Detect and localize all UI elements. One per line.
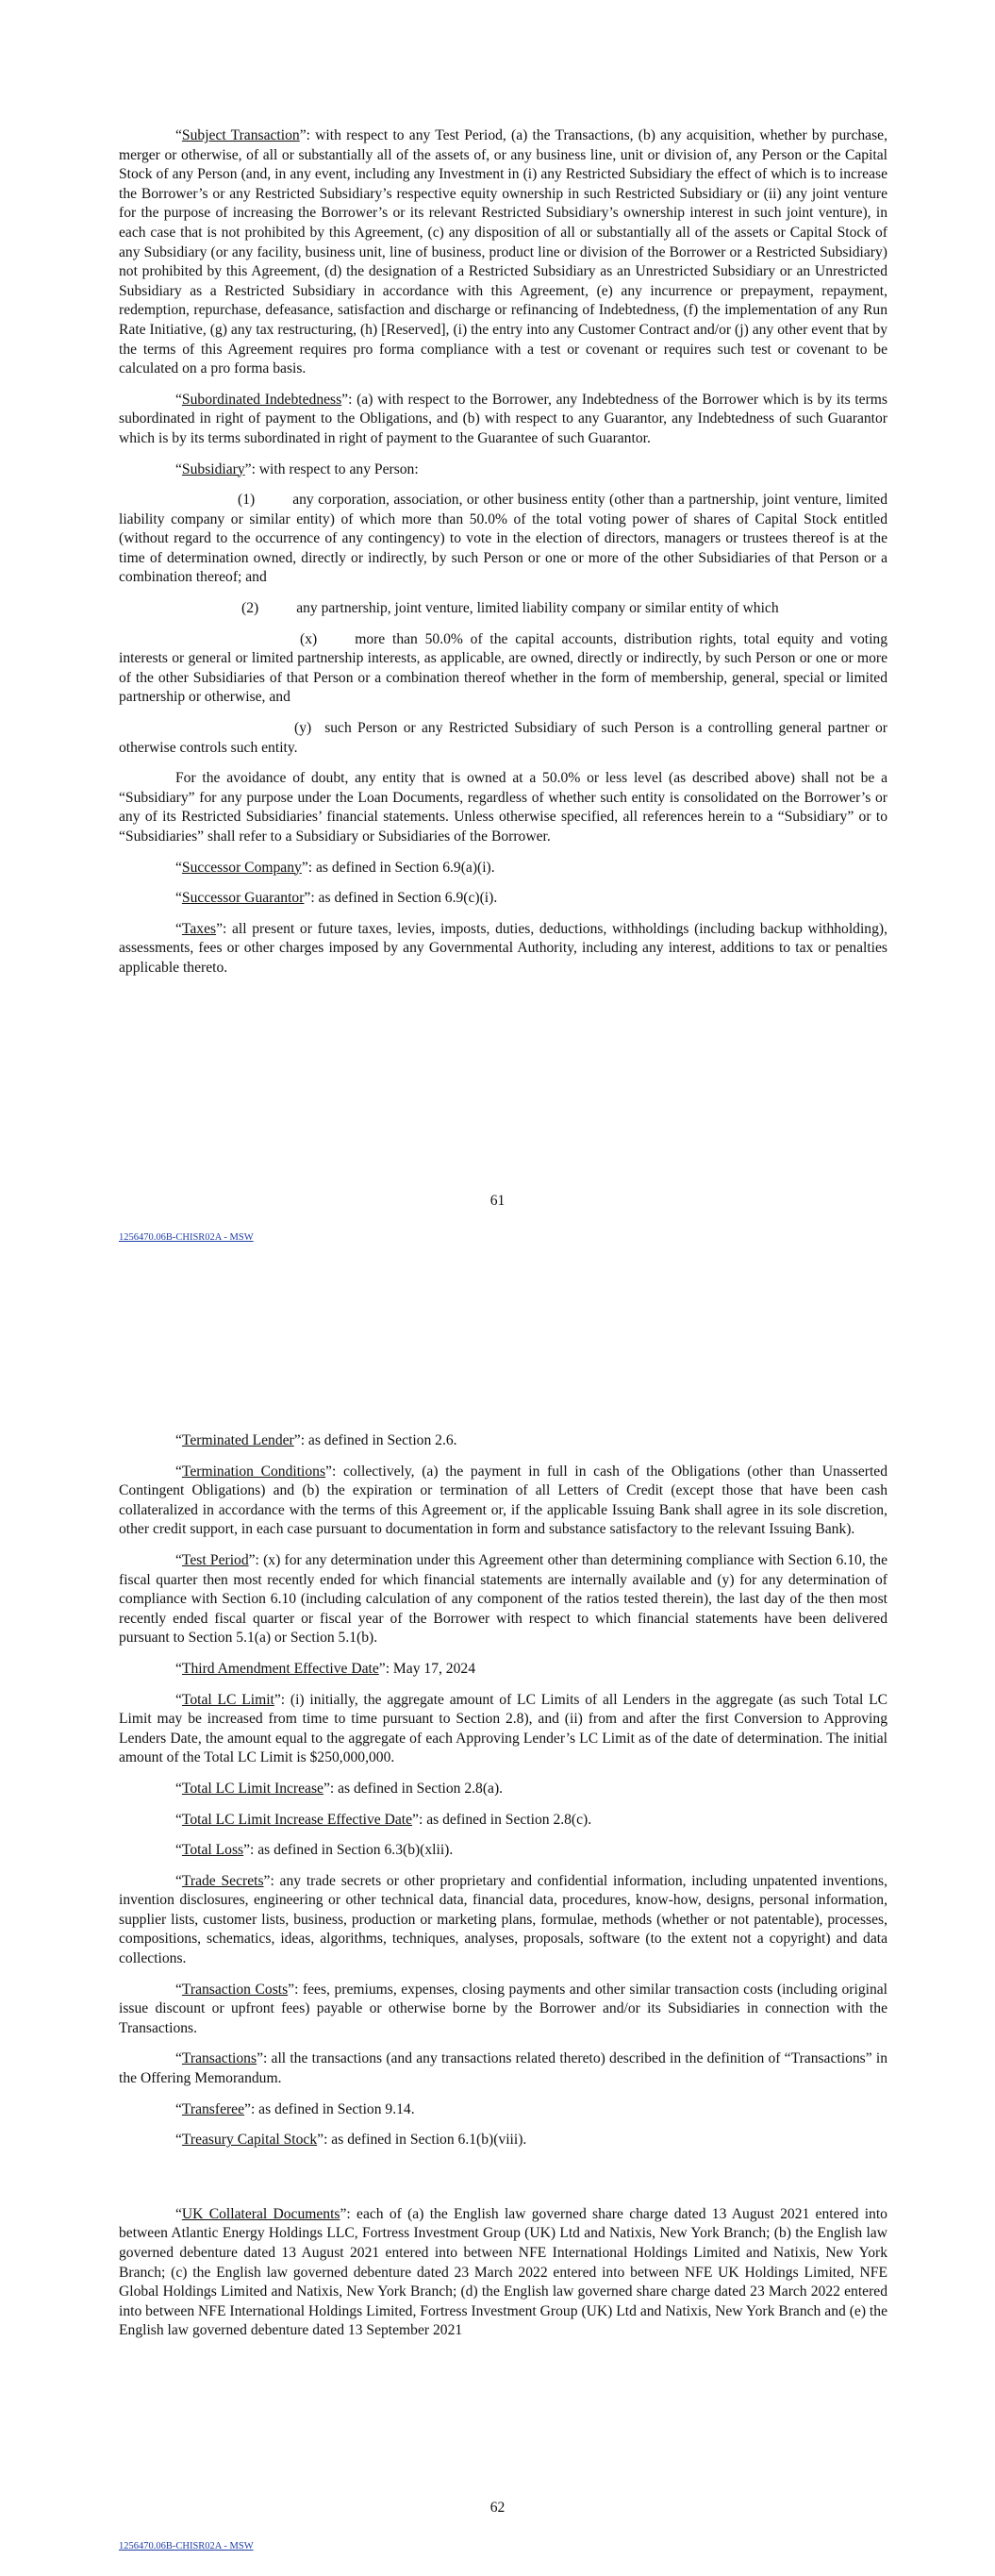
clause-text: more than 50.0% of the capital accounts, distribution rights, total equity and voting interests or general or limited partnership interests, as applicable, are owned, directly or indirectly, by such Person or one or more of the other Subsidiaries of that Person or a combination thereof whether in the form of membership, general, special or limited partnership or otherwise, and (119, 630, 887, 706)
subsidiary-clause-2 (119, 599, 887, 619)
definition-text: : all the transactions (and any transactions related thereto) described in the definition of “Transactions” in the Offering Memorandum. (119, 2050, 887, 2087)
clause-text: any partnership, joint venture, limited liability company or similar entity of which (296, 600, 779, 617)
definition-text: : as defined in Section 6.1(b)(viii). (323, 2132, 527, 2149)
avoidance-of-doubt: For the avoidance of doubt, any entity that is owned at a 50.0% or less level (as described above) shall not be a “Subsidiary” for any purpose under the Loan Documents, regardless of whether such entity is consolidated on the Borrower’s or any of its Restricted Subsidiaries’ financial statements. Unless otherwise specified, all references herein to a “Subsidiary” or to “Subsidiaries” shall refer to a Subsidiary or Subsidiaries of the Borrower. (119, 770, 887, 845)
definition-third-amendment-effective-date: “Third Amendment Effective Date”: May 17, 2024 (175, 1660, 475, 1677)
page-number: 62 (489, 2500, 506, 2516)
definition-terminated-lender: “Terminated Lender”: as defined in Section 2.6. (175, 1432, 457, 1448)
defined-term: Total Loss (181, 1842, 244, 1859)
subsidiary-clause-1 (119, 491, 887, 588)
definition-uk-collateral-documents: “UK Collateral Documents”: each of (a) the English law governed share charge dated 13 August 2021 entered into between Atlantic Energy Holdings LLC, Fortress Investment Group (UK) Ltd and Natixis, New York Branch; (b) the English law governed debenture dated 13 August 2021 entered into between NFE International Holdings Limited and Natixis, New York Branch; (c) the English law governed debenture dated 23 March 2022 entered into between NFE UK Holdings Limited, NFE Global Holdings Limited and Natixis, New York Branch; (d) the English law governed share charge dated 23 March 2022 entered into between NFE International Holdings Limited, Fortress Investment Group (UK) Ltd and Natixis, New York Branch and (e) the English law governed debenture dated 13 September 2021 (119, 2205, 887, 2339)
document-id-link[interactable]: 1256470.06B-CHISR02A - MSW (119, 2541, 254, 2551)
defined-term: Successor Guarantor (181, 890, 305, 907)
defined-term: Transaction Costs (181, 1981, 289, 1998)
definition-total-loss: “Total Loss”: as defined in Section 6.3(b)(xlii). (175, 1842, 454, 1859)
definition-treasury-capital-stock: “Treasury Capital Stock”: as defined in Section 6.1(b)(viii). (175, 2132, 527, 2149)
page-61-body (119, 126, 887, 990)
definition-subsidiary: “Subsidiary”: with respect to any Person: (175, 460, 419, 477)
defined-term: Trade Secrets (181, 1872, 264, 1889)
definition-successor-guarantor: “Successor Guarantor”: as defined in Section 6.9(c)(i). (175, 890, 498, 907)
defined-term: Subordinated Indebtedness (181, 391, 342, 408)
page-62-body (119, 1431, 887, 2352)
definition-trade-secrets: “Trade Secrets”: any trade secrets or other proprietary and confidential information, including unpatented inventions, invention disclosures, engineering or other technical data, financial data, procedures, know-how, designs, personal information, supplier lists, customer lists, business, production or marketing plans, formulae, methods (whether or not patentable), processes, compositions, schematics, ideas, algorithms, techniques, analyses, proposals, software (to the extent not a copyright) and data collections. (119, 1872, 887, 1967)
defined-term: UK Collateral Documents (181, 2205, 340, 2222)
defined-term: Total LC Limit Increase (181, 1780, 323, 1797)
defined-term: Terminated Lender (181, 1432, 294, 1448)
defined-term: Test Period (181, 1551, 249, 1568)
definition-subordinated-indebtedness: “Subordinated Indebtedness”: (a) with respect to the Borrower, any Indebtedness of the Borrower which is by its terms subordinated in right of payment to the Obligations, and (b) with respect to any Guarantor, any Indebtedness of such Guarantor which is by its terms subordinated in right of payment to the Guarantee of such Guarantor. (119, 391, 887, 446)
definition-text: : all present or future taxes, levies, imposts, duties, deductions, withholdings (including backup withholding), assessments, fees or other charges imposed by any Governmental Authority, including any interest, additions to tax or penalties applicable thereto. (119, 920, 887, 976)
definition-text: : collectively, (a) the payment in full in cash of the Obligations (other than Unasserted Contingent Obligations) and (b) the expiration or termination of all Letters of Credit (except those that have been cash collateralized in accordance with the terms of this Agreement or, if the applicable Issuing Bank shall agree in its sole discretion, other credit support, in each case pursuant to documentation in form and substance satisfactory to the relevant Issuing Bank). (119, 1463, 887, 1538)
page-62 (0, 1288, 995, 2576)
clause-number: (1) (238, 492, 256, 509)
clause-number: (2) (241, 600, 259, 617)
subsidiary-clause-y (119, 719, 887, 758)
definition-total-lc-limit: “Total LC Limit”: (i) initially, the aggregate amount of LC Limits of all Lenders in the aggregate (as such Total LC Limit may be increased from time to time pursuant to Section 2.8), and (ii) from and after the first Conversion to Approving Lenders Date, the amount equal to the aggregate of each Approving Lender’s LC Limit as of the date of determination. The initial amount of the Total LC Limit is $250,000,000. (119, 1691, 887, 1766)
definition-total-lc-limit-increase: “Total LC Limit Increase”: as defined in Section 2.8(a). (175, 1780, 504, 1797)
definition-text: : as defined in Section 9.14. (250, 2100, 415, 2117)
definition-text: : as defined in Section 2.8(a). (329, 1780, 504, 1797)
definition-termination-conditions: “Termination Conditions”: collectively, (a) the payment in full in cash of the Obligations (other than Unasserted Contingent Obligations) and (b) the expiration or termination of all Letters of Credit (except those that have been cash collateralized in accordance with the terms of this Agreement or, if the applicable Issuing Bank shall agree in its sole discretion, other credit support, in each case pursuant to documentation in form and substance satisfactory to the relevant Issuing Bank). (119, 1463, 887, 1538)
defined-term: Successor Company (181, 859, 302, 876)
defined-term: Subsidiary (181, 460, 245, 477)
page-number: 61 (489, 1193, 506, 1209)
clause-text: any corporation, association, or other business entity (other than a partnership, joint venture, limited liability company or similar entity) of which more than 50.0% of the total voting power of shares of Capital Stock entitled (without regard to the occurrence of any contingency) to vote in the election of directors, managers or trustees thereof is at the time of determination owned, directly or indirectly, by such Person or one or more of the other Subsidiaries of that Person or a combination thereof; and (119, 492, 887, 586)
definition-text: : May 17, 2024 (385, 1660, 475, 1677)
defined-term: Taxes (181, 920, 217, 937)
defined-term: Termination Conditions (181, 1463, 326, 1480)
clause-number: (y) (294, 720, 312, 737)
definition-text: : with respect to any Person: (251, 460, 419, 477)
definition-text: : fees, premiums, expenses, closing payments and other similar transaction costs (including original issue discount or upfront fees) payable or otherwise borne by the Borrower and/or its Subsidiaries in connection with the Transactions. (119, 1981, 887, 2036)
definition-successor-company: “Successor Company”: as defined in Section 6.9(a)(i). (175, 859, 495, 876)
definition-text: : each of (a) the English law governed share charge dated 13 August 2021 entered into between Atlantic Energy Holdings LLC, Fortress Investment Group (UK) Ltd and Natixis, New York Branch; (b) the English law governed debenture dated 13 August 2021 entered into between NFE International Holdings Limited and Natixis, New York Branch; (c) the English law governed debenture dated 23 March 2022 entered into between NFE UK Holdings Limited, NFE Global Holdings Limited and Natixis, New York Branch; (d) the English law governed share charge dated 23 March 2022 entered into between NFE International Holdings Limited, Fortress Investment Group (UK) Ltd and Natixis, New York Branch and (e) the English law governed debenture dated 13 September 2021 (119, 2205, 887, 2339)
definition-taxes: “Taxes”: all present or future taxes, levies, imposts, duties, deductions, withholdings (including backup withholding), assessments, fees or other charges imposed by any Governmental Authority, including any interest, additions to tax or penalties applicable thereto. (119, 920, 887, 976)
definition-text: : (i) initially, the aggregate amount of LC Limits of all Lenders in the aggregate (as such Total LC Limit may be increased from time to time pursuant to Section 2.8), and (ii) from and after the first Conversion to Approving Lenders Date, the amount equal to the aggregate of each Approving Lender’s LC Limit as of the date of determination. The initial amount of the Total LC Limit is $250,000,000. (119, 1691, 887, 1766)
definition-text: : (x) for any determination under this Agreement other than determining compliance with Section 6.10, the fiscal quarter then most recently ended for which financial statements are internally available and (y) for any determination of compliance with Section 6.10 (including calculation of any component of the ratios tested therein), the last day of the then most recently ended fiscal quarter or fiscal year of the Borrower with respect to which financial statements have been delivered pursuant to Section 5.1(a) or Section 5.1(b). (119, 1551, 887, 1647)
definition-text: : (a) with respect to the Borrower, any Indebtedness of the Borrower which is by its terms subordinated in right of payment to the Obligations, and (b) with respect to any Guarantor, any Indebtedness of such Guarantor which is by its terms subordinated in right of payment to the Guarantee of such Guarantor. (119, 391, 887, 446)
definition-text: : as defined in Section 6.3(b)(xlii). (250, 1842, 454, 1859)
definition-text: : any trade secrets or other proprietary and confidential information, including unpatented inventions, invention disclosures, engineering or other technical data, financial data, procedures, know-how, designs, personal information, supplier lists, customer lists, business, production or marketing plans, formulae, methods (whether or not patentable), processes, compositions, schematics, ideas, algorithms, techniques, analyses, proposals, software (to the extent not a copyright) and data collections. (119, 1872, 887, 1967)
definition-subject-transaction: “Subject Transaction”: with respect to any Test Period, (a) the Transactions, (b) any acquisition, whether by purchase, merger or otherwise, of all or substantially all of the assets of, or any business line, unit or division of, any Person or the Capital Stock of any Person (and, in any event, including any Investment in (i) any Restricted Subsidiary the effect of which is to increase the Borrower’s or any Restricted Subsidiary’s respective equity ownership in such Restricted Subsidiary or (ii) any joint venture for the purpose of increasing the Borrower’s or its relevant Restricted Subsidiary’s ownership interest in such joint venture), in each case that is not prohibited by this Agreement, (c) any disposition of all or substantially all of the assets or Capital Stock of any Subsidiary (or any facility, business unit, line of business, product line or division of the Borrower or a Restricted Subsidiary) not prohibited by this Agreement, (d) the designation of a Restricted Subsidiary as an Unrestricted Subsidiary or an Unrestricted Subsidiary as a Restricted Subsidiary in accordance with this Agreement, (e) any incurrence or prepayment, repayment, redemption, repurchase, defeasance, satisfaction and discharge or refinancing of Indebtedness, (f) the implementation of any Run Rate Initiative, (g) any tax restructuring, (h) [Reserved], (i) the entry into any Customer Contract and/or (j) any other event that by the terms of this Agreement requires pro forma compliance with a test or covenant or requires such test or covenant to be calculated on a pro forma basis. (119, 127, 887, 377)
clause-number: (x) (300, 630, 318, 647)
definition-transferee: “Transferee”: as defined in Section 9.14. (175, 2100, 415, 2117)
definition-test-period: “Test Period”: (x) for any determination under this Agreement other than determining compliance with Section 6.10, the fiscal quarter then most recently ended for which financial statements are internally available and (y) for any determination of compliance with Section 6.10 (including calculation of any component of the ratios tested therein), the last day of the then most recently ended fiscal quarter or fiscal year of the Borrower with respect to which financial statements have been delivered pursuant to Section 5.1(a) or Section 5.1(b). (119, 1551, 887, 1647)
definition-text: : as defined in Section 2.6. (300, 1432, 457, 1448)
definition-transaction-costs: “Transaction Costs”: fees, premiums, expenses, closing payments and other similar transaction costs (including original issue discount or upfront fees) payable or otherwise borne by the Borrower and/or its Subsidiaries in connection with the Transactions. (119, 1981, 887, 2036)
defined-term: Total LC Limit (181, 1691, 274, 1708)
definition-total-lc-limit-increase-effective-date: “Total LC Limit Increase Effective Date”: as defined in Section 2.8(c). (175, 1811, 592, 1828)
definition-text: : with respect to any Test Period, (a) the Transactions, (b) any acquisition, whether by purchase, merger or otherwise, of all or substantially all of the assets of, or any business line, unit or division of, any Person or the Capital Stock of any Person (and, in any event, including any Investment in (i) any Restricted Subsidiary the effect of which is to increase the Borrower’s or any Restricted Subsidiary’s respective equity ownership in such Restricted Subsidiary or (ii) any joint venture for the purpose of increasing the Borrower’s or its relevant Restricted Subsidiary’s ownership interest in such joint venture), in each case that is not prohibited by this Agreement, (c) any disposition of all or substantially all of the assets or Capital Stock of any Subsidiary (or any facility, business unit, line of business, product line or division of the Borrower or a Restricted Subsidiary) not prohibited by this Agreement, (d) the designation of a Restricted Subsidiary as an Unrestricted Subsidiary or an Unrestricted Subsidiary as a Restricted Subsidiary in accordance with this Agreement, (e) any incurrence or prepayment, repayment, redemption, repurchase, defeasance, satisfaction and discharge or refinancing of Indebtedness, (f) the implementation of any Run Rate Initiative, (g) any tax restructuring, (h) [Reserved], (i) the entry into any Customer Contract and/or (j) any other event that by the terms of this Agreement requires pro forma compliance with a test or covenant or requires such test or covenant to be calculated on a pro forma basis. (119, 127, 887, 377)
definition-text: : as defined in Section 6.9(c)(i). (310, 890, 498, 907)
defined-term: Third Amendment Effective Date (181, 1660, 379, 1677)
defined-term: Treasury Capital Stock (181, 2132, 318, 2149)
definition-text: : as defined in Section 6.9(a)(i). (307, 859, 495, 876)
definition-text: : as defined in Section 2.8(c). (418, 1811, 592, 1828)
defined-term: Transactions (181, 2050, 257, 2067)
subsidiary-clause-x (119, 630, 887, 708)
defined-term: Total LC Limit Increase Effective Date (181, 1811, 413, 1828)
defined-term: Transferee (181, 2100, 245, 2117)
defined-term: Subject Transaction (181, 127, 300, 143)
document-id-link[interactable]: 1256470.06B-CHISR02A - MSW (119, 1232, 254, 1243)
clause-text: such Person or any Restricted Subsidiary of such Person is a controlling general partner or otherwise controls such entity. (119, 720, 887, 756)
definition-transactions: “Transactions”: all the transactions (and any transactions related thereto) described in the definition of “Transactions” in the Offering Memorandum. (119, 2050, 887, 2087)
